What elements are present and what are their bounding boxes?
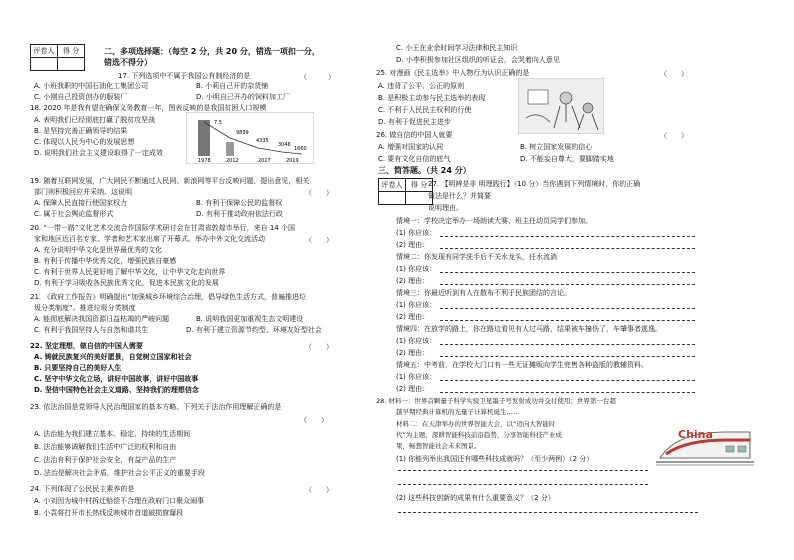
q19-option-c: C. 属于社会舆论监督形式 — [34, 210, 114, 218]
q17-stem: 17. 下列选项中不属于我国公有制经济的是 — [118, 72, 251, 80]
q28-question-1: (1) 你能列举出我国还有哪些科技成就吗？（至少两例）（2 分） — [396, 455, 594, 463]
q26-option-c: C. 要有文化自信的底气 — [378, 155, 451, 163]
score-header-grader: 评卷人 — [31, 45, 58, 58]
q24-option-b: B. 小袁将打开市长热线反映城市首道破损窟窿段 — [34, 509, 184, 517]
q22-option-c: C. 坚守中华文化立场，讲好中国故事，讲好中国故事 — [34, 375, 199, 383]
q18-stem: 18. 2020 年是我有望在确保义务教育一年，图表反映的是我国贫困人口规模 — [30, 104, 267, 112]
election-cartoon — [518, 78, 604, 134]
scenario-4: 情境四：在放学的路上，你在路边看见有人过马路，结果被车撞伤了，车肇事者逃逸。 — [396, 325, 662, 333]
chart-label: 7.5 — [214, 120, 222, 126]
q21-option-c: C. 有利于我国坚持人与自然和谐共生 — [34, 326, 149, 334]
s1-reason-label: (2) 理由： — [396, 241, 430, 249]
s2-answer-line[interactable] — [440, 272, 695, 273]
s5-reason-label: (2) 理由： — [396, 385, 430, 393]
q27-stem-cont2: 说明理由。 — [428, 204, 463, 212]
scenario-2: 情境二：你发现有同学洗手后不关水龙头，任水流淌 — [396, 253, 557, 261]
s5-reason-line[interactable] — [440, 392, 695, 393]
q28-material-1: 28. 材料一：世界首颗量子科学实验卫星墨子号发射成功并交付使用；世界第一台超 — [376, 397, 616, 405]
s5-answer-label: (1) 你应该： — [396, 373, 437, 381]
s4-answer-label: (1) 你应该： — [396, 337, 437, 345]
score-header-score: 得 分 — [406, 179, 433, 192]
s2-reason-line[interactable] — [440, 284, 695, 285]
chart-xtick: 2012 — [226, 158, 239, 164]
train-logo-text: China — [678, 428, 713, 441]
score-header-score: 得 分 — [58, 45, 85, 58]
q20-option-d: D. 有利于学习吸收各民族优秀文化，促进本民族文化的发展 — [34, 279, 219, 287]
score-table-left — [30, 44, 85, 71]
q25-option-c: C. 不利于人民民主权利的行使 — [378, 106, 472, 114]
q28-question-2: (2) 这些科技创新的成果有什么重要意义？（2 分） — [396, 494, 555, 502]
q20-option-b: B. 有利于传播中华优秀文化，增强民族自豪感 — [34, 257, 177, 265]
chart-xtick: 2017 — [258, 158, 271, 164]
score-table-right — [378, 178, 433, 205]
q28-answer-line-1[interactable] — [398, 470, 648, 471]
q21-stem: 21. 《政府工作报告》明确提出“加强城乡环境综合治理，倡导绿色生活方式，普遍推进垃 — [30, 293, 306, 301]
q19-option-a: A. 保障人民直接行使国家权力 — [34, 199, 128, 207]
q27-stem: 27. 【明辨是非 明理践行】（10 分）当你遇到下列情境时，你的正确 — [428, 180, 641, 188]
q18-option-a: A. 表明我们已经彻底打赢了脱贫攻坚战 — [34, 116, 156, 124]
score-header-grader: 评卷人 — [379, 179, 406, 192]
s3-reason-label: (2) 理由： — [396, 313, 430, 321]
q19-stem: 19. 随着互联网发展，广大网民不断通过人民网、新浪网等平台反映问题、提出意见，相关 — [30, 177, 310, 185]
q23-option-b: B. 法治能够调解我们生活中广泛的权利和自由 — [34, 443, 177, 451]
s4-reason-label: (2) 理由： — [396, 349, 430, 357]
q23-option-c: C. 法治有利于保护社会安全，有益产品的生产 — [34, 456, 177, 464]
q28-material-1-cont: 越早期经典计算机的光量子计算机诞生…… — [396, 408, 520, 416]
q21-option-d: D. 有利于建立资源节约型、环境友好型社会 — [186, 326, 322, 334]
q24-option-c: C. 小王在业余时间学习法律和民主知识 — [396, 44, 518, 52]
q19-option-d: D. 有利于推动政府依法行政 — [196, 210, 283, 218]
train-illustration — [656, 418, 754, 468]
q19-stem-cont: 部门则积极回应并采纳。这说明 — [34, 188, 132, 196]
q21-stem-cont: 圾分类制度”。推进垃圾分类制度 — [34, 304, 136, 312]
s1-answer-line[interactable] — [440, 236, 695, 237]
q25-option-a: A. 违背了公平、公正的原则 — [378, 82, 465, 90]
q25-option-b: B. 是积极主动参与民主选举的表现 — [378, 94, 486, 102]
q24-stem: 24. 下列体现了公民民主素养的是 — [30, 485, 135, 493]
q22-option-a: A. 铸就民族复兴的美好愿景，自觉树立国家和社会 — [34, 353, 192, 361]
s1-answer-label: (1) 你应该： — [396, 229, 437, 237]
chart-bar-1978 — [198, 120, 210, 156]
q26-stem: 26. 做自信的中国人就要 — [376, 131, 453, 139]
s2-answer-label: (1) 你应该： — [396, 265, 437, 273]
q20-stem: 20. “一带一路”文化艺术交流合作国际学术研讨会在甘肃省敦煌市举行，来自 14 个国 — [30, 224, 295, 232]
q17-option-a: A. 小班我职的中国石油化工集团公司 — [34, 82, 149, 90]
scenario-3: 情境三：你最近听到有人在散布不利于民族团结的言论。 — [396, 289, 571, 297]
chart-label: 3046 — [278, 142, 291, 148]
q28-material-2-cont2: 果，畅想智能社会未来图景。 — [396, 442, 481, 450]
q25-stem: 25. 对漫画《民主选举》中人物行为认识正确的是 — [376, 69, 530, 77]
section2-title-cont: 错选不得分） — [104, 58, 152, 67]
section3-title: 三、简答题。（共 24 分） — [378, 166, 471, 175]
score-cell[interactable] — [58, 58, 85, 71]
q23-stem: 23. 依法治国是党领导人民治理国家的基本方略。下列关于法治作用理解正确的是 — [30, 403, 282, 411]
q22-stem: 22. 坚定理想，做自信的中国人需要 — [30, 342, 143, 350]
chart-xtick: 2019 — [286, 158, 299, 164]
score-cell[interactable] — [379, 192, 406, 205]
q23-option-d: D. 法治是解决社会矛盾，维护社会公平正义的重要手段 — [34, 469, 205, 477]
q28-material-2-cont: 代”为主题，深耕智能科技前沿趋势，分享智能科技产业成 — [396, 431, 562, 439]
scenario-5: 情境五：中考前，在学校大门口有一些无证摊贩向学生兜售各种盗版的教辅资料。 — [396, 361, 648, 369]
q18-option-d: D. 说明我们社会主义建设取得了一定成效 — [34, 149, 163, 157]
q27-stem-cont: 做法是什么？并简要 — [428, 192, 491, 200]
q19-option-b: B. 有利于保障公民的监督权 — [196, 199, 283, 207]
q26-option-d: D. 不能妄自尊大，要脚踏实地 — [520, 155, 614, 163]
q20-option-c: C. 有利于世界人民更好地了解中华文化，让中华文化走向世界 — [34, 268, 226, 276]
scenario-1: 情境一：学校决定举办一场朗读大赛，班主任动员同学们参加。 — [396, 217, 592, 225]
q21-option-b: B. 说明我国更加重视生态文明建设 — [196, 315, 304, 323]
s3-answer-label: (1) 你应该： — [396, 301, 437, 309]
s4-answer-line[interactable] — [440, 344, 695, 345]
q22-option-b: B. 只要坚持自己的美好人生 — [34, 364, 122, 372]
q21-option-a: A. 能彻底解决我国资源日益枯竭的严峻问题 — [34, 315, 170, 323]
q23-option-a: A. 法治能为我们建立基本、稳定、持续的生活期间 — [34, 430, 191, 438]
s1-reason-line[interactable] — [440, 248, 695, 249]
q28-answer-line-2[interactable] — [398, 484, 648, 485]
q18-option-c: C. 体现以人民为中心的发展思想 — [34, 138, 135, 146]
q25-option-d: D. 有利于促进民主进步 — [378, 118, 451, 126]
q20-option-a: A. 充分说明中华文化是世界最优秀的文化 — [34, 246, 163, 254]
q20-stem-cont: 家和地区近百名专家、学者和艺术家出席了开幕式。举办中外文化交流活动 — [34, 235, 265, 243]
q17-option-c: C. 小刚自己投资创办的服装厂 — [34, 93, 128, 101]
chart-label: 9899 — [236, 130, 249, 136]
q26-option-b: B. 树立国家发展的信心 — [520, 143, 593, 151]
q22-option-d: D. 坚信中国特色社会主义道路、坚持我们的理想信念 — [34, 386, 199, 394]
q24-option-a: A. 小刘因为城中村拆迁赔偿不合理在政府门口聚众闹事 — [34, 497, 205, 505]
chart-label: 1660 — [294, 146, 307, 152]
s4-reason-line[interactable] — [440, 356, 695, 357]
q26-option-a: A. 增强对国家的认同 — [378, 143, 444, 151]
q28-answer-line-3[interactable] — [398, 512, 698, 513]
s5-answer-line[interactable] — [440, 380, 695, 381]
score-cell[interactable] — [31, 58, 58, 71]
q17-option-d: D. 小明自己开办的饲料加工厂 — [196, 93, 290, 101]
q18-option-b: B. 是坚持完善正确领导的结果 — [34, 127, 128, 135]
chart-bar-2012 — [226, 142, 234, 156]
q24-option-d: D. 小李积极参加社区组织的听证会，会哭着向人意见 — [396, 56, 560, 64]
s2-reason-label: (2) 理由： — [396, 277, 430, 285]
q17-option-b: B. 小莉自己开的杂货铺 — [196, 82, 269, 90]
chart-label: 4335 — [256, 138, 269, 144]
s3-reason-line[interactable] — [440, 320, 695, 321]
poverty-chart — [186, 112, 314, 164]
section2-title: 二、多项选择题：（每空 2 分，共 20 分，错选一项扣一分， — [104, 47, 320, 56]
q28-material-2: 材料二：在天津举办的世界智能大会，以“迈向大智能时 — [396, 420, 556, 428]
chart-xtick: 1978 — [198, 158, 211, 164]
s3-answer-line[interactable] — [440, 308, 695, 309]
